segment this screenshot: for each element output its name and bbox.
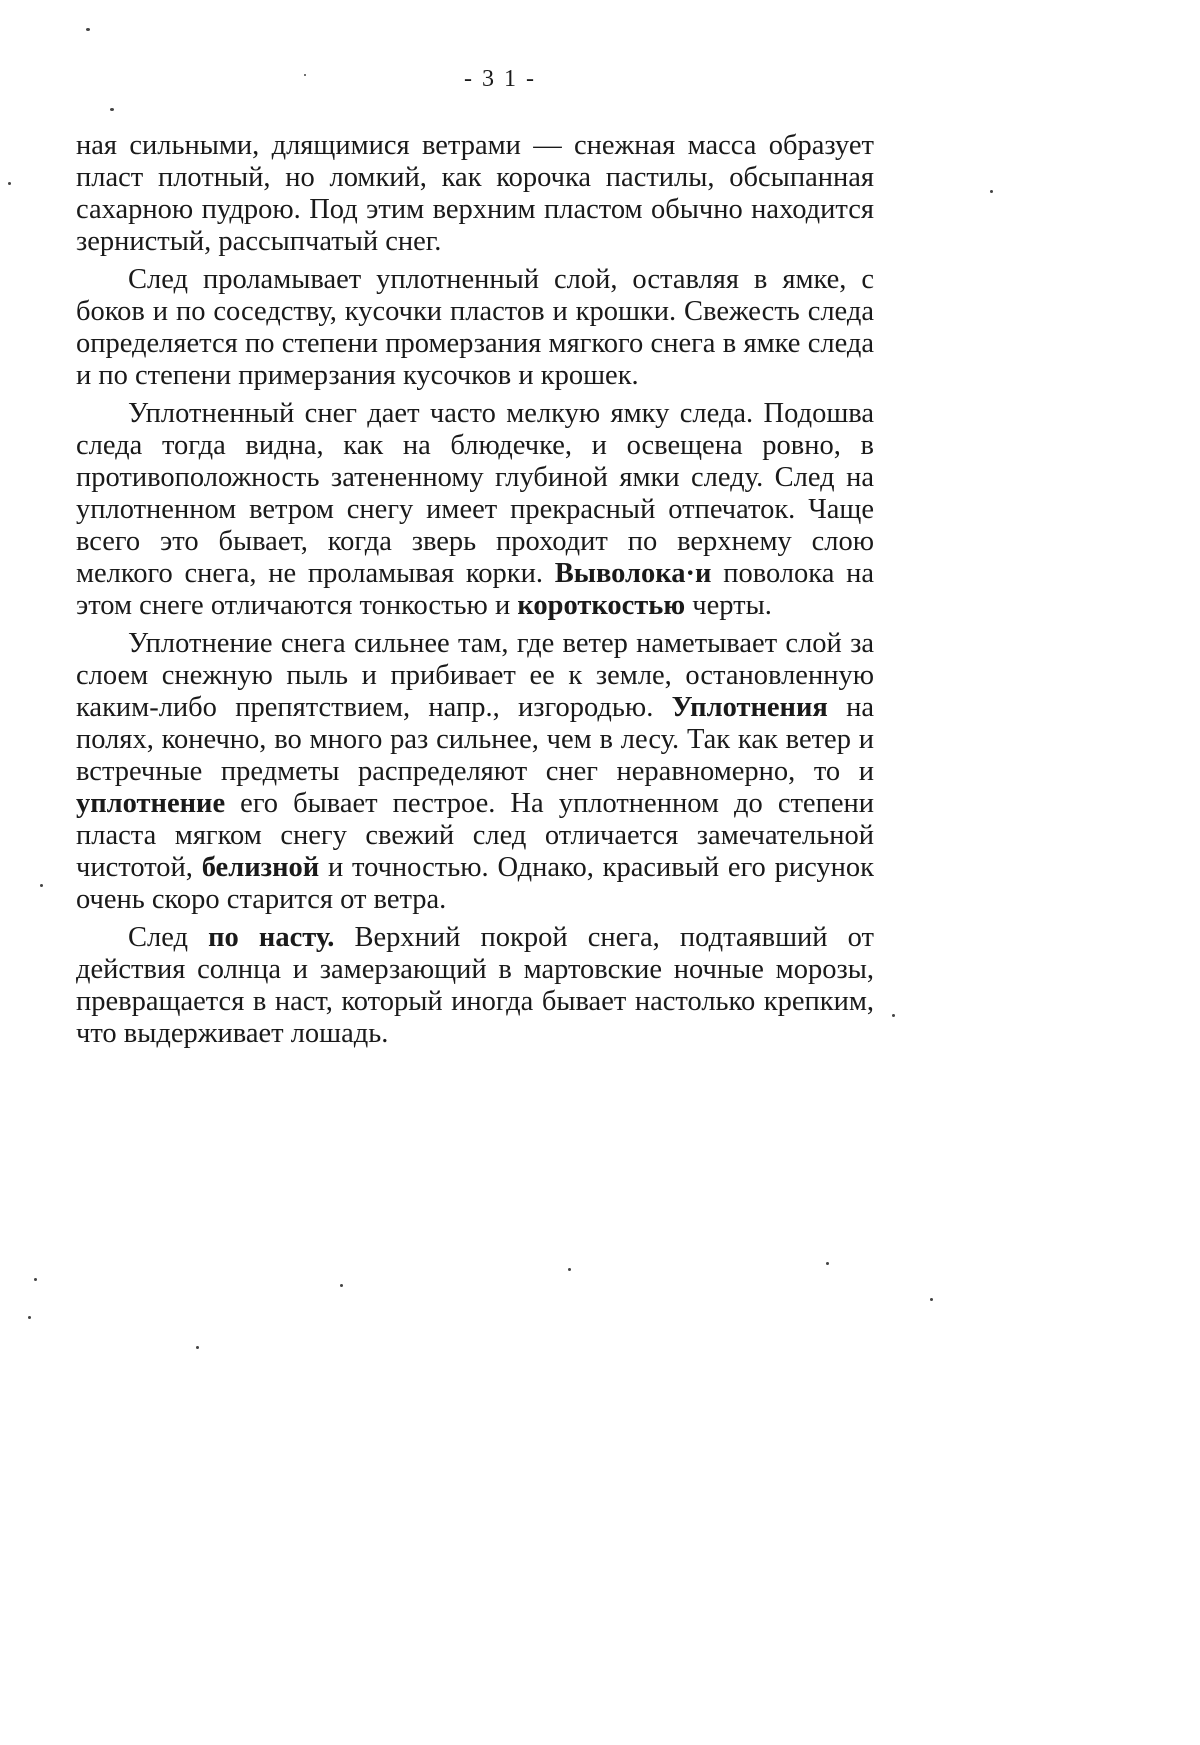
scan-speck [28, 1316, 31, 1319]
paragraph-1-text: ная сильными, длящимися ветрами — снежная масса образует пласт плотный, но ломкий, как корочка пастилы, обсыпанная сахарною пудрою. Под этим верхним пластом обычно находится зернистый, рассыпчатый снег. [76, 130, 874, 257]
scan-speck [990, 190, 993, 193]
paragraph-3 [76, 398, 874, 622]
scan-speck [196, 1346, 199, 1349]
paragraph-1 [76, 130, 874, 258]
paragraph-5 [76, 922, 874, 1050]
paragraph-4-text-c: его бывает пестрое. На уплотненном до степени пласта мягком снегу свежий след отличается замечательной чистотой, [76, 788, 874, 883]
scan-speck [892, 1014, 895, 1017]
scan-speck [930, 1298, 933, 1301]
paragraph-3-text-b: поволока на этом снеге отличаются тонкостью и [76, 558, 874, 621]
paragraph-4 [76, 628, 874, 916]
term-uplotneniya: Уплотнения [672, 692, 828, 723]
paragraph-3-text-a: Уплотненный снег дает часто мелкую ямку следа. Подошва следа тогда видна, как на блюдечке, и освещена ровно, в противоположность затененному глубиной ямки следу. След на уплотненном ветром снегу имеет прекрасный отпечаток. Чаще всего это бывает, когда зверь проходит по верхнему слою мелкого снега, не проламывая корки. [76, 398, 874, 589]
scan-speck [110, 108, 114, 111]
scan-speck [34, 1278, 37, 1281]
term-vyvoloka: Выволока·и [555, 558, 712, 589]
term-korotkost: короткостью [517, 590, 685, 621]
paragraph-2-text: След проламывает уплотненный слой, оставляя в ямке, с боков и по соседству, кусочки пластов и крошки. Свежесть следа определяется по степени промерзания мягкого снега в ямке следа и по степени примерзания кусочков и крошек. [76, 264, 874, 391]
scan-speck [340, 1284, 343, 1287]
paragraph-4-text-b: на полях, конечно, во много раз сильнее, чем в лесу. Так как ветер и встречные предметы распределяют снег неравномерно, то и [76, 692, 874, 787]
section-heading-po-nastu: по насту. [208, 922, 334, 953]
term-uplotnenie: уплотнение [76, 788, 225, 819]
scan-speck [40, 884, 43, 887]
term-belizna: белизной [202, 852, 319, 883]
paragraph-3-text-c: черты. [685, 590, 772, 621]
body-text [76, 130, 874, 1056]
paragraph-5-text-a: След [128, 922, 208, 953]
scan-speck [8, 182, 11, 185]
paragraph-2 [76, 264, 874, 392]
document-page [0, 0, 1200, 1745]
paragraph-4-text-a: Уплотнение снега сильнее там, где ветер наметывает слой за слоем снежную пыль и прибивает ее к земле, остановленную каким-либо препятствием, напр., изгородью. [76, 628, 874, 723]
paragraph-5-text-b: Верхний покрой снега, подтаявший от действия солнца и замерзающий в мартовские ночные морозы, превращается в наст, который иногда бывает настолько крепким, что выдерживает лошадь. [76, 922, 874, 1049]
scan-speck [86, 28, 90, 31]
scan-speck [568, 1268, 571, 1271]
scan-speck [304, 74, 306, 76]
paragraph-4-text-d: и точностью. Однако, красивый его рисунок очень скоро старится от ветра. [76, 852, 874, 915]
page-number: - 3 1 - [0, 66, 1000, 93]
scan-speck [826, 1262, 829, 1265]
